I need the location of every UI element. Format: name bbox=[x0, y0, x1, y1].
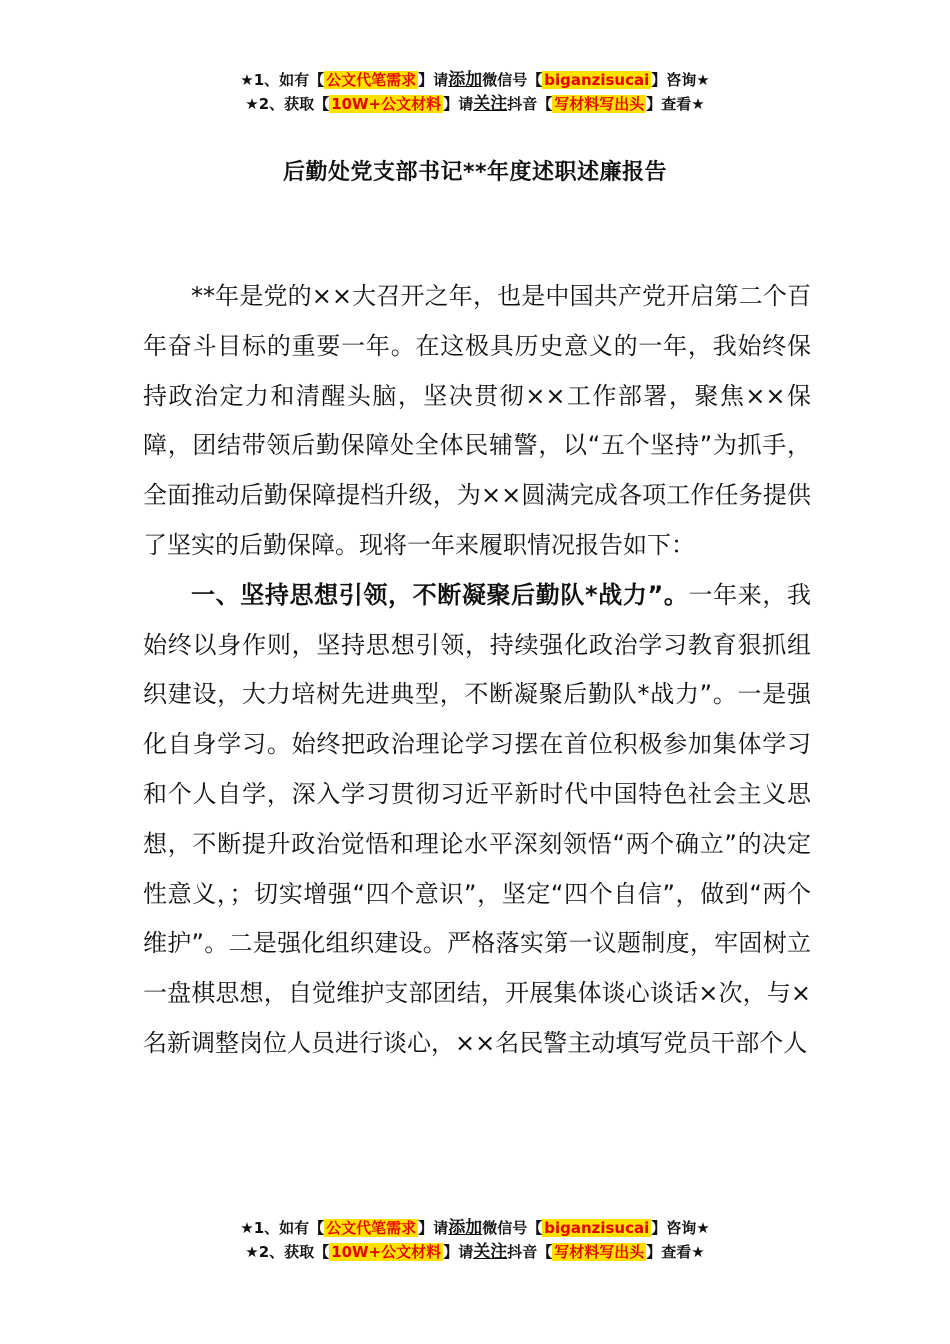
banner-text: ★1、如有【 bbox=[240, 1219, 325, 1237]
banner-highlight: 公文代笔需求 bbox=[326, 71, 417, 89]
banner-highlight: biganzisucai bbox=[544, 71, 650, 89]
banner-emphasis: 关注 bbox=[473, 94, 508, 114]
banner-text: 】请 bbox=[418, 1219, 449, 1237]
banner-highlight: 10W+公文材料 bbox=[331, 95, 442, 113]
paragraph-section-1 bbox=[143, 571, 811, 1069]
banner-emphasis: 关注 bbox=[473, 1242, 508, 1262]
section-heading: 一、坚持思想引领，不断凝聚后勤队*战力”。 bbox=[191, 580, 689, 609]
banner-text: ★2、获取【 bbox=[245, 95, 330, 113]
banner-line-2 bbox=[0, 1240, 950, 1264]
top-banner bbox=[0, 68, 950, 116]
bottom-banner bbox=[0, 1216, 950, 1264]
banner-highlight: 公文代笔需求 bbox=[326, 1219, 417, 1237]
banner-line-1 bbox=[0, 68, 950, 92]
banner-highlight: 写材料写出头 bbox=[554, 95, 645, 113]
banner-emphasis: 添加 bbox=[448, 70, 483, 90]
banner-text: 抖音【 bbox=[507, 95, 553, 113]
banner-text: 微信号【 bbox=[482, 1219, 543, 1237]
banner-text: 】请 bbox=[443, 1243, 474, 1261]
banner-text: ★1、如有【 bbox=[240, 71, 325, 89]
banner-text: 】查看★ bbox=[646, 95, 705, 113]
banner-text: 】请 bbox=[443, 95, 474, 113]
banner-text: 抖音【 bbox=[507, 1243, 553, 1261]
section-body: 一年来，我始终以身作则，坚持思想引领，持续强化政治学习教育狠抓组织建设，大力培树先进典型，不断凝聚后勤队*战力”。一是强化自身学习。始终把政治理论学习摆在首位积极参加集体学习和个人自学，深入学习贯彻习近平新时代中国特色社会主义思想，不断提升政治觉悟和理论水平深刻领悟“两个确立”的决定性意义，；切实增强“四个意识”，坚定“四个自信”，做到“两个维护”。二是强化组织建设。严格落实第一议题制度，牢固树立一盘棋思想，自觉维护支部团结，开展集体谈心谈话×次，与×名新调整岗位人员进行谈心，××名民警主动填写党员干部个人 bbox=[143, 580, 812, 1057]
banner-text: 】咨询★ bbox=[651, 1219, 710, 1237]
banner-line-2 bbox=[0, 92, 950, 116]
banner-emphasis: 添加 bbox=[448, 1218, 483, 1238]
document-body bbox=[143, 272, 811, 1069]
banner-text: 】咨询★ bbox=[651, 71, 710, 89]
banner-line-1 bbox=[0, 1216, 950, 1240]
banner-text: 】请 bbox=[418, 71, 449, 89]
banner-highlight: 10W+公文材料 bbox=[331, 1243, 442, 1261]
banner-highlight: biganzisucai bbox=[544, 1219, 650, 1237]
banner-highlight: 写材料写出头 bbox=[554, 1243, 645, 1261]
banner-text: 微信号【 bbox=[482, 71, 543, 89]
banner-text: ★2、获取【 bbox=[245, 1243, 330, 1261]
document-title: 后勤处党支部书记**年度述职述廉报告 bbox=[282, 160, 667, 185]
banner-text: 】查看★ bbox=[646, 1243, 705, 1261]
paragraph-intro: **年是党的××大召开之年，也是中国共产党开启第二个百年奋斗目标的重要一年。在这极具历史意义的一年，我始终保持政治定力和清醒头脑，坚决贯彻××工作部署，聚焦××保障，团结带领后勤保障处全体民辅警，以“五个坚持”为抓手，全面推动后勤保障提档升级，为××圆满完成各项工作任务提供了坚实的后勤保障。现将一年来履职情况报告如下： bbox=[143, 282, 811, 559]
